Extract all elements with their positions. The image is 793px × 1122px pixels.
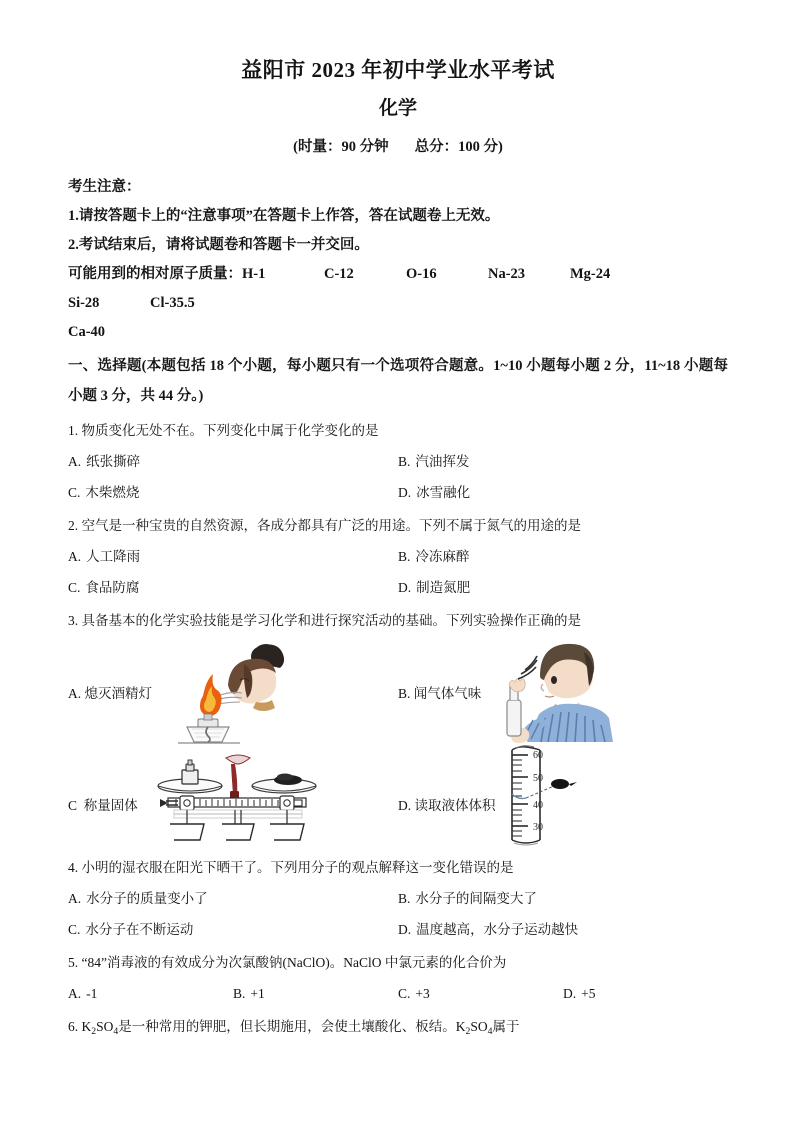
atomic-mass-c: C-12: [324, 266, 354, 282]
subject-title: 化学: [378, 98, 417, 119]
atomic-mass-o: O-16: [406, 266, 437, 282]
tray-balance-weighing-icon: [142, 744, 398, 848]
option-label: D.: [398, 485, 412, 500]
atomic-mass-cl: Cl-35.5: [150, 295, 195, 311]
option-label: A.: [68, 454, 82, 469]
option-label: B.: [398, 549, 411, 564]
option-text: -1: [86, 986, 98, 1001]
question-3-option-c[interactable]: [68, 744, 398, 848]
graduated-cylinder-reading-icon: [500, 744, 729, 848]
page-content: [68, 55, 728, 1042]
atomic-mass-mg: Mg-24: [570, 266, 611, 282]
option-text: 食品防腐: [85, 580, 140, 595]
question-4-options-row-2: [68, 916, 728, 943]
notice-item-2: 2.考试结束后，请将试题卷和答题卡一并交回。: [68, 237, 369, 253]
question-5-options-row: [68, 980, 728, 1007]
question-1-option-d[interactable]: [398, 479, 728, 506]
exam-duration: (时量：90 分钟: [293, 139, 389, 155]
page-title: 益阳市 2023 年初中学业水平考试: [241, 58, 555, 82]
cylinder-tick-60: 60: [532, 750, 543, 761]
question-2-option-d[interactable]: [398, 574, 728, 601]
option-label: D.: [398, 580, 412, 595]
exam-meta: [68, 135, 728, 159]
section-heading-multiple-choice: 一、选择题(本题包括 18 个小题，每小题只有一个选项符合题意。1~10 小题每小题 2 分，11~18 小题每小题 3 分，共 44 分。): [68, 358, 728, 404]
option-label: A.: [68, 891, 82, 906]
option-text: 水分子的间隔变大了: [415, 891, 537, 906]
question-2-option-b[interactable]: [398, 543, 728, 570]
option-label: B.: [233, 986, 246, 1001]
atomic-mass-line: [68, 260, 728, 318]
question-3-stem: 3. 具备基本的化学实验技能是学习化学和进行探究活动的基础。下列实验操作正确的是: [68, 613, 581, 628]
cylinder-tick-40: 40: [532, 800, 543, 811]
atomic-mass-na: Na-23: [488, 266, 526, 282]
option-text: 木柴燃烧: [85, 485, 140, 500]
question-4-stem: 4. 小明的湿衣服在阳光下晒干了。下列用分子的观点解释这一变化错误的是: [68, 860, 514, 875]
question-4-option-b[interactable]: [398, 885, 728, 912]
option-text: 汽油挥发: [415, 454, 470, 469]
question-1-stem: 1. 物质变化无处不在。下列变化中属于化学变化的是: [68, 423, 379, 438]
question-3-options-row-2: [68, 744, 728, 848]
option-text: 制造氮肥: [416, 580, 471, 595]
atomic-mass-prefix: 可能用到的相对原子质量：: [68, 266, 242, 282]
question-4-options-row-1: [68, 885, 728, 912]
question-2-options-row-1: [68, 543, 728, 570]
option-label: C.: [68, 580, 81, 595]
question-3-option-d[interactable]: [398, 744, 728, 848]
option-label: A.: [68, 549, 82, 564]
blow-out-alcohol-lamp-icon: [156, 640, 398, 744]
option-label: B.: [398, 891, 411, 906]
option-label: C.: [68, 485, 81, 500]
question-5-option-d[interactable]: [563, 980, 728, 1007]
question-4-option-a[interactable]: [68, 885, 398, 912]
notice-heading: 考生注意：: [68, 179, 141, 195]
question-1-options-row-1: [68, 448, 728, 475]
question-2-stem: 2. 空气是一种宝贵的自然资源，各成分都具有广泛的用途。下列不属于氮气的用途的是: [68, 518, 581, 533]
cylinder-tick-50: 50: [532, 773, 543, 784]
atomic-mass-h: H-1: [242, 266, 266, 282]
option-label-d: D. 读取液体体积: [398, 798, 496, 813]
question-2-option-c[interactable]: [68, 574, 398, 601]
option-label: D.: [398, 922, 412, 937]
option-text: 冷冻麻醉: [415, 549, 470, 564]
question-1-option-a[interactable]: [68, 448, 398, 475]
question-3-option-a[interactable]: [68, 640, 398, 744]
option-text: +5: [581, 986, 596, 1001]
smell-gas-fanning-icon: [485, 640, 728, 744]
option-label: C.: [68, 922, 81, 937]
option-text: 温度越高，水分子运动越快: [416, 922, 579, 937]
cylinder-tick-30: 30: [532, 822, 543, 833]
option-text: +3: [415, 986, 430, 1001]
question-1-options-row-2: [68, 479, 728, 506]
option-label: B.: [398, 454, 411, 469]
question-4-option-c[interactable]: [68, 916, 398, 943]
option-label-c: C 称量固体: [68, 798, 138, 813]
question-5-option-b[interactable]: [233, 980, 398, 1007]
atomic-mass-ca: Ca-40: [68, 324, 106, 340]
option-text: 水分子的质量变小了: [86, 891, 208, 906]
question-2-options-row-2: [68, 574, 728, 601]
option-label-b: B. 闻气体气味: [398, 686, 482, 701]
question-3-picture-options: [68, 640, 728, 848]
question-5-option-c[interactable]: [398, 980, 563, 1007]
question-1-option-c[interactable]: [68, 479, 398, 506]
option-label: D.: [563, 986, 577, 1001]
question-2-option-a[interactable]: [68, 543, 398, 570]
atomic-mass-si: Si-28: [68, 295, 100, 311]
option-text: 冰雪融化: [416, 485, 471, 500]
question-5-option-a[interactable]: [68, 980, 233, 1007]
question-1-option-b[interactable]: [398, 448, 728, 475]
question-4-option-d[interactable]: [398, 916, 728, 943]
option-label: C.: [398, 986, 411, 1001]
option-text: 人工降雨: [86, 549, 141, 564]
option-label: A.: [68, 986, 82, 1001]
option-text: 纸张撕碎: [86, 454, 141, 469]
exam-total-score: 总分：100 分): [414, 139, 503, 155]
question-3-option-b[interactable]: [398, 640, 728, 744]
question-6-stem: 6. $K_2SO_4$是一种常用的钾肥，但长期施用，会使土壤酸化、板结。$K_2SO_4$属于: [68, 1019, 520, 1037]
option-text: 水分子在不断运动: [85, 922, 194, 937]
option-label-a: A. 熄灭酒精灯: [68, 686, 152, 701]
question-5-stem: 5. “84”消毒液的有效成分为次氯酸钠(NaClO)。NaClO 中氯元素的化合价为: [68, 955, 507, 970]
notice-item-1: 1.请按答题卡上的“注意事项”在答题卡上作答，答在试题卷上无效。: [68, 208, 500, 224]
question-3-options-row-1: [68, 640, 728, 744]
option-text: +1: [250, 986, 265, 1001]
